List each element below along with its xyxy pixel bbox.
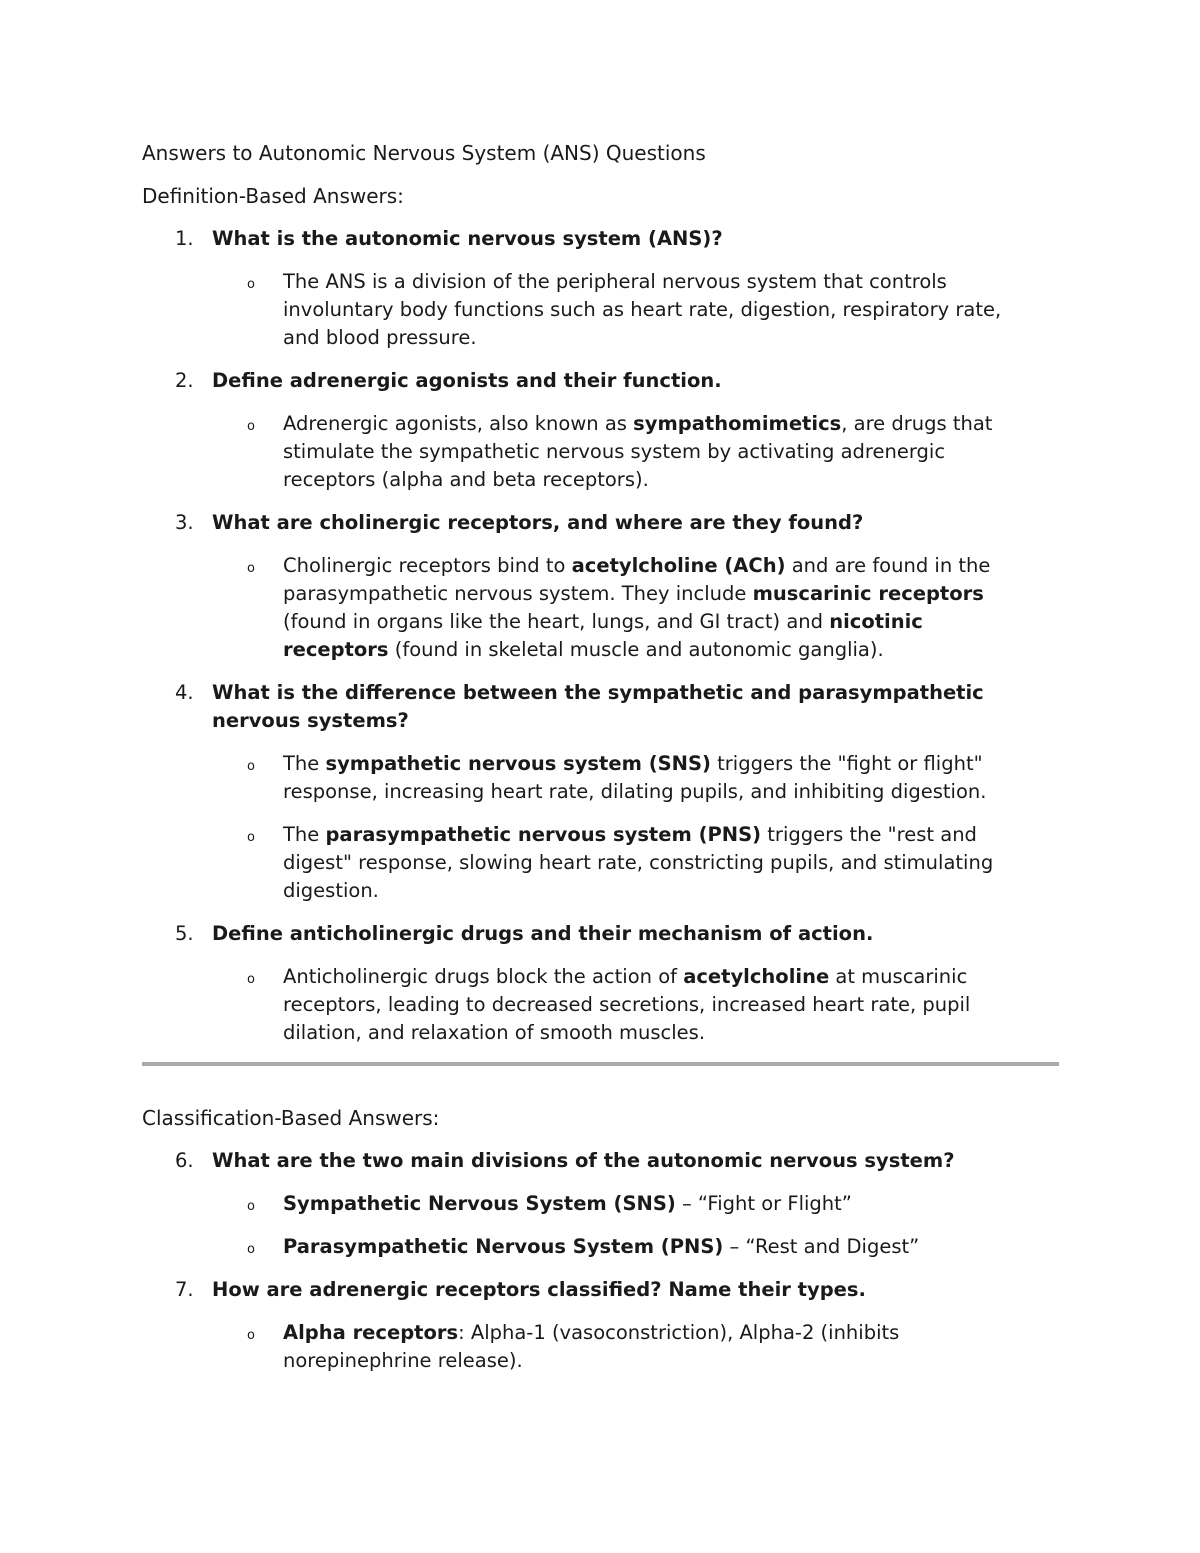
answer-text: The parasympathetic nervous system (PNS) triggers the "rest and digest" response, slowing heart rate, constricting pupils, and stimulating digestion. bbox=[283, 823, 994, 902]
answer-item bbox=[142, 963, 1002, 1047]
answer-item bbox=[142, 410, 1002, 494]
question-text: Define anticholinergic drugs and their mechanism of action. bbox=[212, 922, 874, 945]
answer-text: Adrenergic agonists, also known as sympathomimetics, are drugs that stimulate the sympathetic nervous system by activating adrenergic receptors (alpha and beta receptors). bbox=[283, 412, 993, 491]
answer-text: Alpha receptors: Alpha-1 (vasoconstriction), Alpha-2 (inhibits norepinephrine release). bbox=[283, 1321, 900, 1372]
answer-text: Sympathetic Nervous System (SNS) – “Fight or Flight” bbox=[283, 1192, 852, 1215]
question-item-3 bbox=[142, 509, 1072, 664]
answer-item bbox=[142, 268, 1002, 352]
bullet-icon: o bbox=[247, 1328, 255, 1343]
document-title: Answers to Autonomic Nervous System (ANS) Questions bbox=[142, 141, 706, 165]
bullet-icon: o bbox=[247, 419, 255, 434]
bullet-icon: o bbox=[247, 1199, 255, 1214]
question-text: What is the autonomic nervous system (ANS)? bbox=[212, 227, 723, 250]
question-item-4 bbox=[142, 679, 1072, 905]
question-number: 2. bbox=[175, 369, 194, 392]
bullet-icon: o bbox=[247, 1242, 255, 1257]
answer-item bbox=[142, 552, 1002, 664]
question-item-5 bbox=[142, 920, 1072, 1047]
answer-item bbox=[142, 1319, 1002, 1375]
answer-item bbox=[142, 1233, 1002, 1261]
answer-text: The sympathetic nervous system (SNS) triggers the "fight or flight" response, increasing heart rate, dilating pupils, and inhibiting digestion. bbox=[283, 752, 987, 803]
question-number: 5. bbox=[175, 922, 194, 945]
answer-list bbox=[212, 268, 1072, 352]
answer-text: The ANS is a division of the peripheral nervous system that controls involuntary body functions such as heart rate, digestion, respiratory rate, and blood pressure. bbox=[283, 270, 1002, 349]
bullet-icon: o bbox=[247, 561, 255, 576]
question-number: 4. bbox=[175, 681, 194, 704]
classification-question-list bbox=[142, 1147, 1072, 1375]
section-heading-definition: Definition-Based Answers: bbox=[142, 184, 404, 208]
answer-list bbox=[212, 750, 1072, 905]
question-item-6 bbox=[142, 1147, 1072, 1261]
answer-list bbox=[212, 410, 1072, 494]
answer-list bbox=[212, 552, 1072, 664]
bullet-icon: o bbox=[247, 830, 255, 845]
question-text: What is the difference between the sympathetic and parasympathetic nervous systems? bbox=[212, 681, 984, 732]
answer-item bbox=[142, 821, 1002, 905]
question-text: What are the two main divisions of the autonomic nervous system? bbox=[212, 1149, 955, 1172]
question-text: Define adrenergic agonists and their function. bbox=[212, 369, 722, 392]
answer-list bbox=[212, 963, 1072, 1047]
answer-text: Cholinergic receptors bind to acetylcholine (ACh) and are found in the parasympathetic nervous system. They include muscarinic receptors (found in organs like the heart, lungs, and GI tract) and nicotinic receptors (found in skeletal muscle and autonomic ganglia). bbox=[283, 554, 991, 661]
bullet-icon: o bbox=[247, 972, 255, 987]
question-number: 7. bbox=[175, 1278, 194, 1301]
question-text: How are adrenergic receptors classified? Name their types. bbox=[212, 1278, 866, 1301]
answer-text: Anticholinergic drugs block the action of acetylcholine at muscarinic receptors, leading to decreased secretions, increased heart rate, pupil dilation, and relaxation of smooth muscles. bbox=[283, 965, 971, 1044]
document-body bbox=[142, 139, 1072, 1390]
bullet-icon: o bbox=[247, 759, 255, 774]
horizontal-divider bbox=[142, 1062, 1059, 1066]
answer-item bbox=[142, 1190, 1002, 1218]
answer-item bbox=[142, 750, 1002, 806]
question-item-1 bbox=[142, 225, 1072, 352]
answer-list bbox=[212, 1190, 1072, 1261]
question-item-7 bbox=[142, 1276, 1072, 1375]
section-heading-classification: Classification-Based Answers: bbox=[142, 1106, 440, 1130]
question-text: What are cholinergic receptors, and where are they found? bbox=[212, 511, 864, 534]
question-number: 6. bbox=[175, 1149, 194, 1172]
bullet-icon: o bbox=[247, 277, 255, 292]
answer-list bbox=[212, 1319, 1072, 1375]
answer-text: Parasympathetic Nervous System (PNS) – “Rest and Digest” bbox=[283, 1235, 920, 1258]
definition-question-list bbox=[142, 225, 1072, 1047]
question-number: 1. bbox=[175, 227, 194, 250]
question-number: 3. bbox=[175, 511, 194, 534]
question-item-2 bbox=[142, 367, 1072, 494]
